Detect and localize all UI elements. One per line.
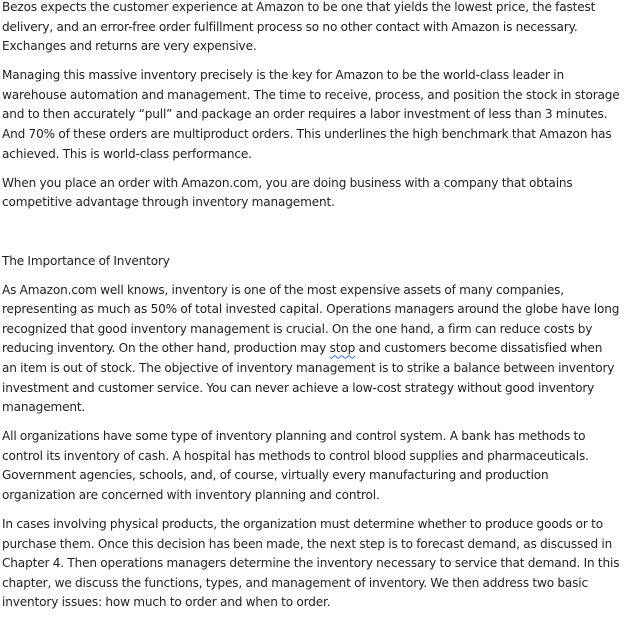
text-line: control its inventory of cash. A hospital has methods to control blood supplies and pharmaceuticals. [2,448,589,463]
text-line: organization are concerned with inventory planning and control. [2,487,380,502]
text-line: achieved. This is world-class performance. [2,146,252,161]
paragraph-physical-products [2,515,634,613]
section-heading-text: The Importance of Inventory [2,253,170,268]
text-line: Exchanges and returns are very expensive. [2,39,257,54]
text-line: When you place an order with Amazon.com, you are doing business with a company that obtains [2,175,573,190]
section-heading [2,252,634,272]
paragraph-bezos-expectations [2,0,634,57]
text-segment: and customers become dissatisfied when [355,341,603,356]
text-line: As Amazon.com well knows, inventory is one of the most expensive assets of many companies, [2,282,564,297]
text-line: Managing this massive inventory precisely is the key for Amazon to be the world-class leader in [2,68,564,83]
text-line: competitive advantage through inventory management. [2,195,335,210]
text-line: Chapter 4. Then operations managers determine the inventory necessary to service that demand. In this [2,556,620,571]
paragraph-managing-inventory [2,66,634,164]
text-line: Government agencies, schools, and, of course, virtually every manufacturing and production [2,468,549,483]
paragraph-importance-of-inventory [2,281,634,418]
text-line: purchase them. Once this decision has been made, the next step is to forecast demand, as discussed in [2,536,613,551]
text-line: delivery, and an error-free order fulfillment process so no other contact with Amazon is necessary. [2,19,578,34]
text-line: inventory issues: how much to order and when to order. [2,595,331,610]
text-line: chapter, we discuss the functions, types, and management of inventory. We then address two basic [2,575,589,590]
text-line: All organizations have some type of inventory planning and control system. A bank has methods to [2,429,586,444]
document-body [2,0,634,623]
blank-line [2,223,634,252]
paragraph-organizations-inventory [2,427,634,505]
paragraph-competitive-advantage [2,174,634,213]
text-line: Bezos expects the customer experience at Amazon to be one that yields the lowest price, the fastest [2,0,596,14]
text-segment: reducing inventory. On the other hand, production may [2,341,330,356]
text-line: an item is out of stock. The objective of inventory management is to strike a balance between inventory [2,360,615,375]
text-line: In cases involving physical products, the organization must determine whether to produce goods or to [2,517,603,532]
text-line: and to then accurately “pull” and package an order requires a labor investment of less than 3 minutes. [2,107,608,122]
text-line [2,339,634,359]
grammar-flagged-word[interactable]: stop [329,341,356,356]
text-line: And 70% of these orders are multiproduct orders. This underlines the high benchmark that Amazon has [2,126,612,141]
text-line: representing as much as 50% of total invested capital. Operations managers around the globe have long [2,302,620,317]
text-line: investment and customer service. You can never achieve a low-cost strategy without good inventory [2,380,595,395]
text-line: recognized that good inventory management is crucial. On the one hand, a firm can reduce costs by [2,321,593,336]
text-line: management. [2,400,86,415]
text-line: warehouse automation and management. The time to receive, process, and position the stock in storage [2,87,620,102]
